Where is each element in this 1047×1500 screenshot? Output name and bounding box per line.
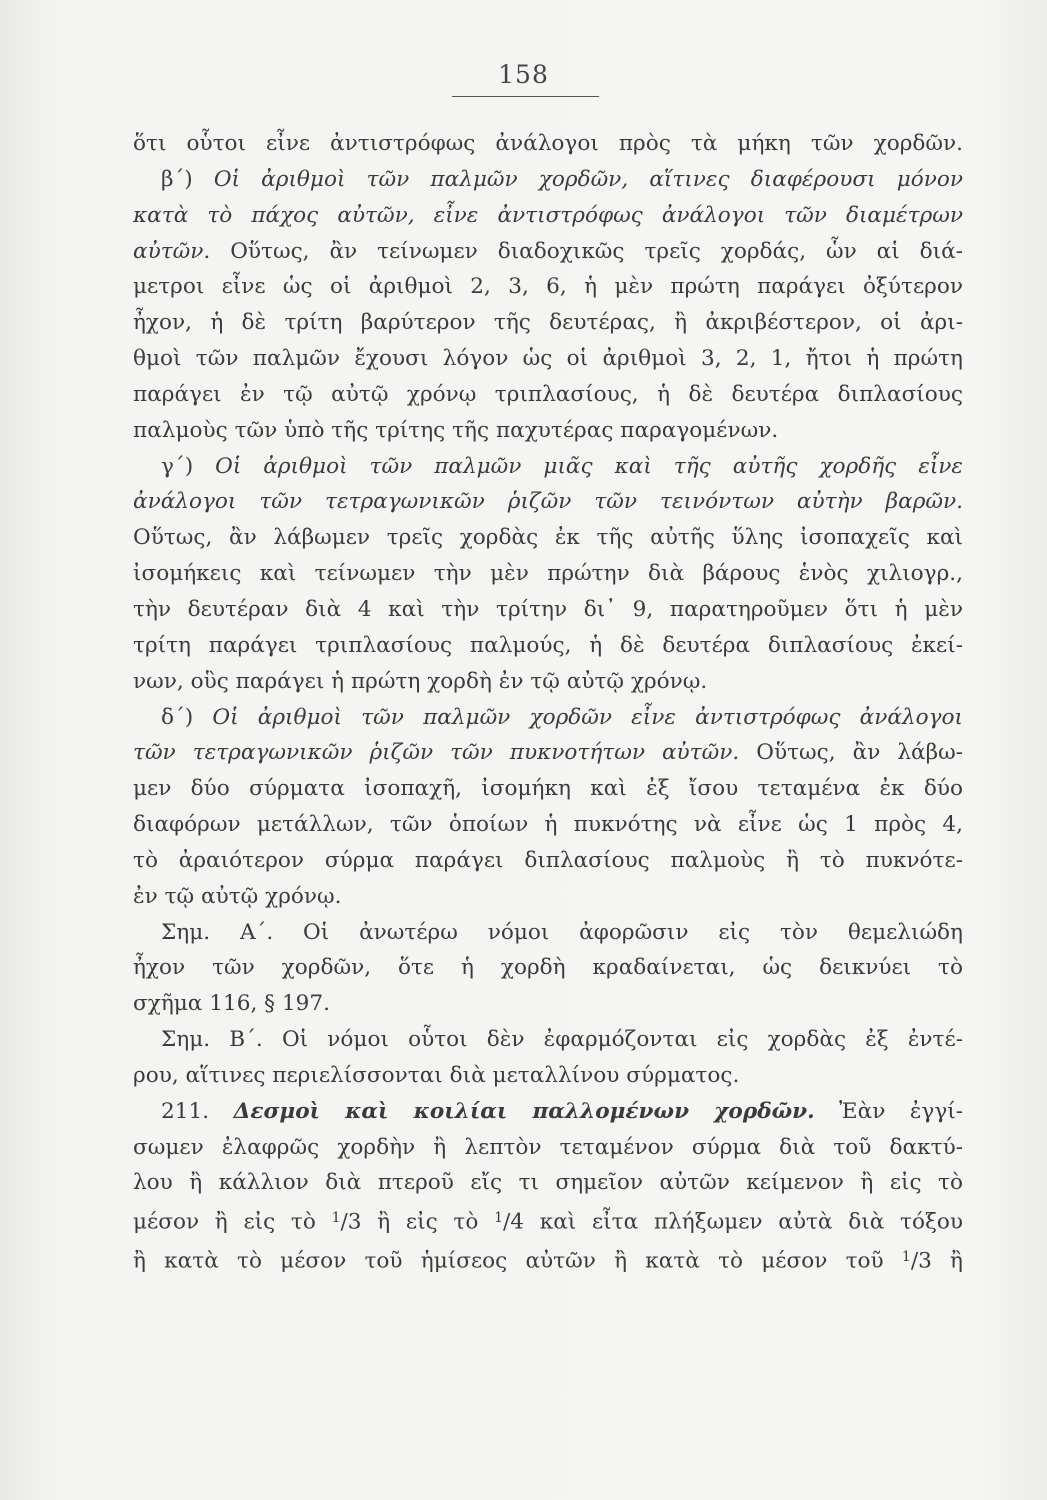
header-rule [452,96,599,97]
body-text [133,126,963,1280]
text-line: ρου, αἵτινες περιελίσσονται διὰ μεταλλίνου σύρματος. [133,1062,740,1088]
text-line: νων, οὓς παράγει ἡ πρώτη χορδὴ ἐν τῷ αὐτῷ χρόνῳ. [133,668,708,694]
text-line: τῶν τετραγωνικῶν ῥιζῶν τῶν πυκνοτήτων αὐτῶν. Οὕτως, ἂν λάβω- [133,740,963,766]
section-number: 211. [161,1098,234,1124]
text-line: παράγει ἐν τῷ αὐτῷ χρόνῳ τριπλασίους, ἡ δὲ δευτέρα διπλασίους [133,381,963,407]
text-line: παλμοὺς τῶν ὑπὸ τῆς τρίτης τῆς παχυτέρας παραγομένων. [133,417,779,443]
text-line: μετροι εἶνε ὡς οἱ ἀριθμοὶ 2, 3, 6, ἡ μὲν πρώτη παράγει ὀξύτερον [133,274,963,300]
section-heading: Δεσμοὶ καὶ κοιλίαι παλλομένων χορδῶν. [233,1098,815,1124]
text-line: β΄) Οἱ ἀριθμοὶ τῶν παλμῶν χορδῶν, αἵτινες διαφέρουσι μόνον [161,166,963,192]
text-line: λου ἢ κάλλιον διὰ πτεροῦ εἴς τι σημεῖον αὐτῶν κείμενον ἢ εἰς τὸ [133,1170,963,1196]
text-line: δ΄) Οἱ ἀριθμοὶ τῶν παλμῶν χορδῶν εἶνε ἀντιστρόφως ἀνάλογοι [161,704,963,730]
text-line: ἢ κατὰ τὸ μέσον τοῦ ἡμίσεος αὐτῶν ἢ κατὰ τὸ μέσον τοῦ $^1$/3 ἢ [133,1248,963,1274]
page-number: 158 [498,60,549,89]
text-line: γ΄) Οἱ ἀριθμοὶ τῶν παλμῶν μιᾶς καὶ τῆς αὐτῆς χορδῆς εἶνε [161,453,963,479]
text-line: Σημ. Α΄. Οἱ ἀνωτέρω νόμοι ἀφορῶσιν εἰς τὸν θεμελιώδη [161,919,963,945]
text-line: ἐν τῷ αὐτῷ χρόνῳ. [133,883,342,909]
text-line: Οὕτως, ἂν λάβωμεν τρεῖς χορδὰς ἐκ τῆς αὐτῆς ὕλης ἰσοπαχεῖς καὶ [133,525,963,551]
text-line: τρίτη παράγει τριπλασίους παλμούς, ἡ δὲ δευτέρα διπλασίους ἐκεί- [133,632,963,658]
text-line: μεν δύο σύρματα ἰσοπαχῆ, ἰσομήκη καὶ ἐξ ἴσου τεταμένα ἐκ δύο [133,776,963,802]
text-line: ἰσομήκεις καὶ τείνωμεν τὴν μὲν πρώτην διὰ βάρους ἑνὸς χιλιογρ., [133,561,963,587]
text-line: διαφόρων μετάλλων, τῶν ὁποίων ἡ πυκνότης νὰ εἶνε ὡς 1 πρὸς 4, [133,812,963,838]
text-line: θμοὶ τῶν παλμῶν ἔχουσι λόγον ὡς οἱ ἀριθμοὶ 3, 2, 1, ἤτοι ἡ πρώτη [133,346,963,372]
text-line: μέσον ἢ εἰς τὸ $^1$/3 ἢ εἰς τὸ $^1$/4 καὶ εἶτα πλήξωμεν αὐτὰ διὰ τόξου [133,1209,963,1235]
text-line: ἀνάλογοι τῶν τετραγωνικῶν ῥιζῶν τῶν τεινόντων αὐτὴν βαρῶν. [133,489,963,515]
text-line: σωμεν ἐλαφρῶς χορδὴν ἢ λεπτὸν τεταμένον σύρμα διὰ τοῦ δακτύ- [133,1134,963,1160]
text-line: σχῆμα 116, § 197. [133,991,330,1017]
text-line: Σημ. Β΄. Οἱ νόμοι οὗτοι δὲν ἐφαρμόζονται εἰς χορδὰς ἐξ ἐντέ- [161,1027,963,1053]
text-line: τὴν δευτέραν διὰ 4 καὶ τὴν τρίτην δι᾽ 9, παρατηροῦμεν ὅτι ἡ μὲν [133,596,963,622]
text-line: ὅτι οὗτοι εἶνε ἀντιστρόφως ἀνάλογοι πρὸς τὰ μήκη τῶν χορδῶν. [133,131,963,156]
text-line: ἦχον, ἡ δὲ τρίτη βαρύτερον τῆς δευτέρας, ἢ ἀκριβέστερον, οἱ ἀρι- [133,310,963,336]
text-line: κατὰ τὸ πάχος αὐτῶν, εἶνε ἀντιστρόφως ἀνάλογοι τῶν διαμέτρων [133,202,963,228]
text-line: ἦχον τῶν χορδῶν, ὅτε ἡ χορδὴ κραδαίνεται, ὡς δεικνύει τὸ [133,955,963,981]
text-line: 211. Δεσμοὶ καὶ κοιλίαι παλλομένων χορδῶν. Ἐὰν ἐγγί- [161,1098,963,1124]
text-line: τὸ ἀραιότερον σύρμα παράγει διπλασίους παλμοὺς ἢ τὸ πυκνότε- [133,847,963,873]
text-line: αὐτῶν. Οὕτως, ἂν τείνωμεν διαδοχικῶς τρεῖς χορδάς, ὧν αἱ διά- [133,238,963,264]
